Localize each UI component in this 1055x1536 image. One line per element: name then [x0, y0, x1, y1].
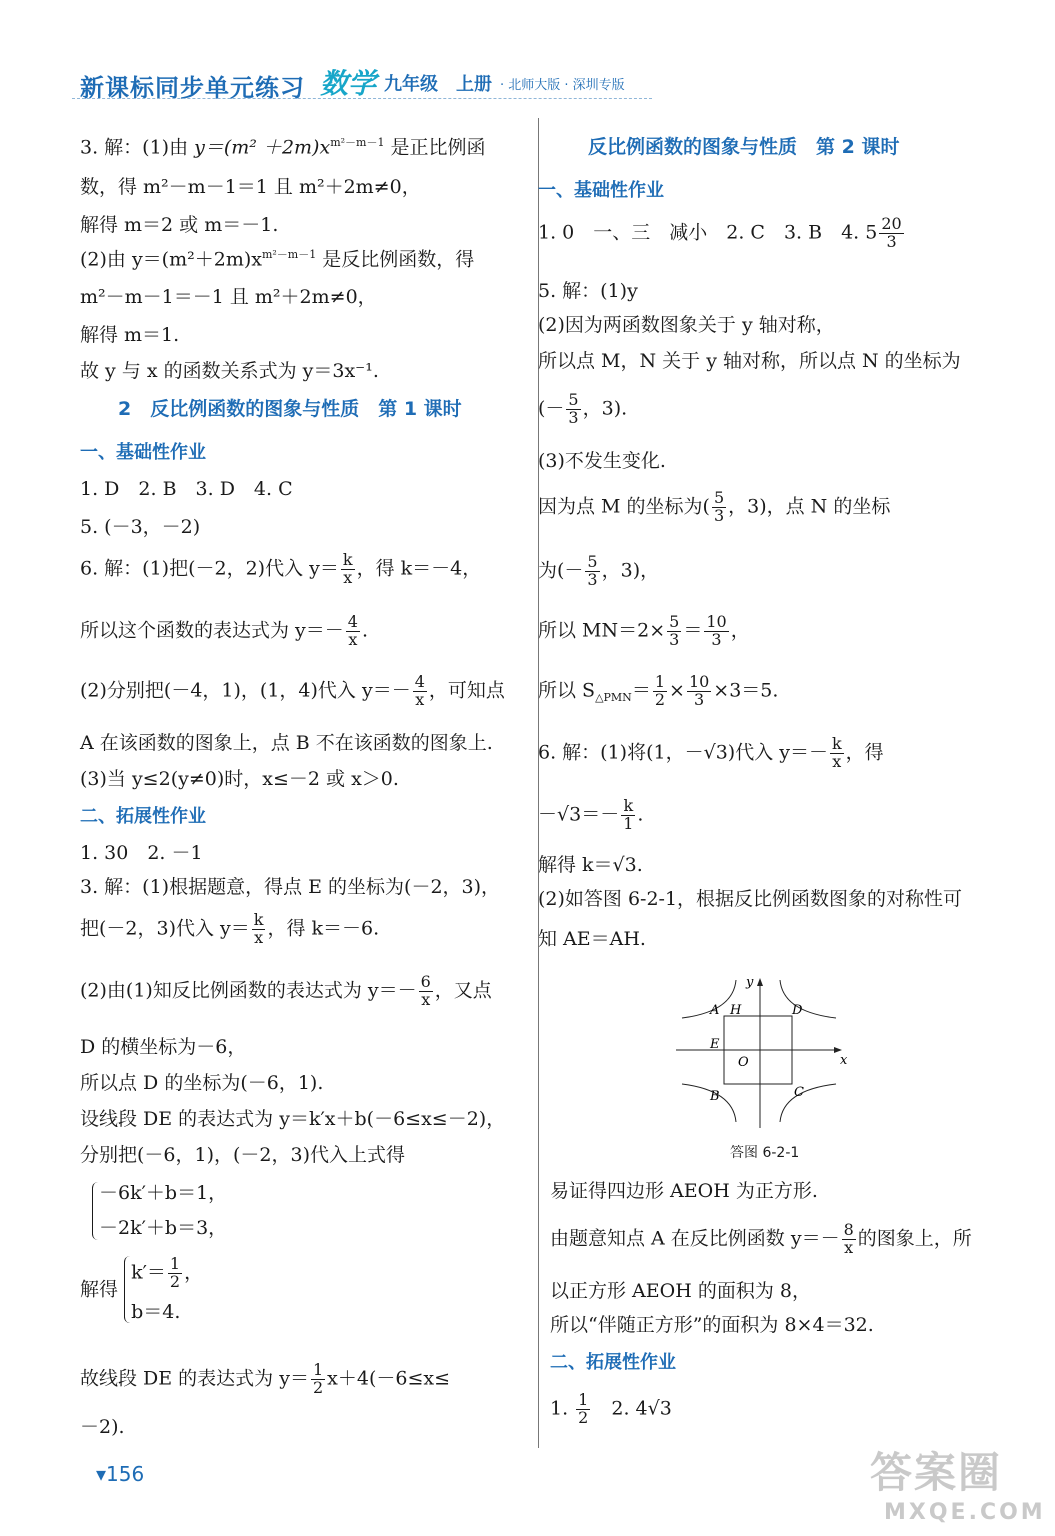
left-line: 数，得 m²－m－1＝1 且 m²＋2m≠0， [80, 176, 421, 198]
answer-line: (－ $\frac{5}{3}$ ，3). [538, 390, 628, 427]
grade-label: 九年级 [384, 74, 438, 95]
answer-line: (3)不发生变化. [538, 450, 666, 472]
edition-label: · 北师大版 · 深圳专版 [500, 78, 625, 93]
section-heading: 二、拓展性作业 [80, 806, 206, 827]
point-label-e: E [710, 1037, 720, 1052]
x-axis-label: x [840, 1053, 848, 1068]
answer-line: 故线段 DE 的表达式为 y＝ $\frac{1}{2}$ x＋4(－6≤x≤ [80, 1360, 451, 1397]
answer-line: 由题意知点 A 在反比例函数 y＝－ $\frac{8}{x}$ 的图象上，所 [550, 1220, 972, 1257]
answer-line: 因为点 M 的坐标为( $\frac{5}{3}$ ，3)，点 N 的坐标 [538, 488, 891, 525]
point-label-d: D [792, 1003, 803, 1018]
figure-caption: 答图 6-2-1 [730, 1145, 800, 1161]
answer-line: －√3＝－ $\frac{k}{1}$ . [538, 796, 644, 833]
solution-system: 解得 k′＝ $\frac{1}{2}$ ， b＝4. [80, 1254, 204, 1323]
answer-line: －2). [80, 1416, 125, 1438]
section-title: 反比例函数的图象与性质 第 2 课时 [588, 136, 900, 158]
section-title: 2 反比例函数的图象与性质 第 1 课时 [118, 398, 462, 420]
equation-system: －6k′＋b＝1， －2k′＋b＝3， [92, 1182, 227, 1240]
left-line: 解得 m＝2 或 m＝－1. [80, 214, 279, 236]
answer-line: 1. 30 2. －1 [80, 842, 203, 864]
answer-line: (2)如答图 6-2-1，根据反比例函数图象的对称性可 [538, 888, 963, 910]
answer-line: 所以点 M，N 关于 y 轴对称，所以点 N 的坐标为 [538, 350, 961, 372]
point-label-h: H [730, 1003, 742, 1018]
series-title: 新课标同步单元练习 [80, 74, 305, 102]
answer-line: 5. (－3，－2) [80, 516, 201, 538]
page-header [72, 62, 652, 102]
answer-line: 所以“伴随正方形”的面积为 8×4＝32. [550, 1314, 874, 1336]
answer-line: 5. 解：(1)y [538, 280, 638, 302]
origin-label: O [738, 1055, 749, 1070]
section-heading: 一、基础性作业 [80, 442, 206, 463]
section-heading: 一、基础性作业 [538, 180, 664, 201]
answer-line: 所以 $S_{\triangle PMN}=$ $\frac{1}{2}$ × $\frac{10}{3}$ ×3＝5. [538, 672, 779, 709]
y-axis-label: y [746, 975, 754, 990]
answer-line: 1. $\frac{1}{2}$ 2. 4√3 [550, 1390, 672, 1427]
left-line: 故 y 与 x 的函数关系式为 y＝3x⁻¹. [80, 360, 379, 382]
left-line: m²－m－1＝－1 且 m²＋2m≠0， [80, 286, 377, 308]
left-line: 解得 m＝1. [80, 324, 180, 346]
answer-line: 所以点 D 的坐标为(－6，1). [80, 1072, 324, 1094]
header-divider [72, 98, 652, 99]
point-label-b: B [710, 1089, 720, 1104]
answer-line: D 的横坐标为－6， [80, 1036, 247, 1058]
page-number: ▾156 [96, 1462, 145, 1486]
answer-line: 易证得四边形 AEOH 为正方形. [550, 1180, 818, 1202]
hyperbola-square-figure [674, 972, 850, 1130]
answer-line: 为(－ $\frac{5}{3}$ ，3)， [538, 552, 660, 589]
answer-line: 所以这个函数的表达式为 y＝－ $\frac{4}{x}$ . [80, 612, 369, 649]
answer-line: 把(－2，3)代入 y＝ $\frac{k}{x}$ ，得 k＝－6. [80, 910, 380, 947]
left-line: (2)由 $y=(m^2+2m)x^{m^2-m-1}$ 是反比例函数，得 [80, 248, 475, 271]
answer-line: 所以 MN＝2× $\frac{5}{3}$ ＝ $\frac{10}{3}$ ， [538, 612, 750, 649]
watermark: 答案圈 MXQE.COM [870, 1448, 1046, 1525]
point-label-a: A [710, 1003, 720, 1018]
subject-label: 数学 [320, 67, 377, 100]
answer-line: 1. 0 一、三 减小 2. C 3. B 4. 5 $\frac{20}{3}$ [538, 214, 902, 251]
answer-line: (2)因为两函数图象关于 y 轴对称， [538, 314, 835, 336]
answer-line: 6. 解：(1)将(1，－√3)代入 y＝－ $\frac{k}{x}$ ，得 [538, 734, 884, 771]
answer-line: 设线段 DE 的表达式为 y＝k′x＋b(－6≤x≤－2)， [80, 1108, 506, 1130]
answer-line: 6. 解：(1)把(－2，2)代入 y＝ $\frac{k}{x}$ ，得 k＝－4， [80, 550, 482, 587]
answer-line: A 在该函数的图象上，点 B 不在该函数的图象上. [80, 732, 493, 754]
answer-line: 3. 解：(1)根据题意，得点 E 的坐标为(－2，3)， [80, 876, 501, 898]
answer-line: (3)当 y≤2(y≠0)时，x≤－2 或 x＞0. [80, 768, 399, 790]
answer-line: 以正方形 AEOH 的面积为 8， [550, 1280, 811, 1302]
section-heading: 二、拓展性作业 [550, 1352, 676, 1373]
point-label-c: C [794, 1085, 804, 1100]
answer-line: 知 AE＝AH. [538, 928, 646, 950]
answer-line: 1. D 2. B 3. D 4. C [80, 478, 293, 500]
answer-line: 解得 k＝√3. [538, 854, 643, 876]
answer-line: (2)由(1)知反比例函数的表达式为 y＝－ $\frac{6}{x}$ ，又点 [80, 972, 492, 1009]
volume-label: 上册 [456, 74, 492, 95]
left-line: 3. 解：(1)由 $y=(m^2 +2m)x^{m^2-m-1}$ 是正比例函 [80, 136, 486, 159]
answer-line: (2)分别把(－4，1)，(1，4)代入 y＝－ $\frac{4}{x}$ ，可知点 [80, 672, 505, 709]
answer-line: 分别把(－6，1)，(－2，3)代入上式得 [80, 1144, 406, 1166]
